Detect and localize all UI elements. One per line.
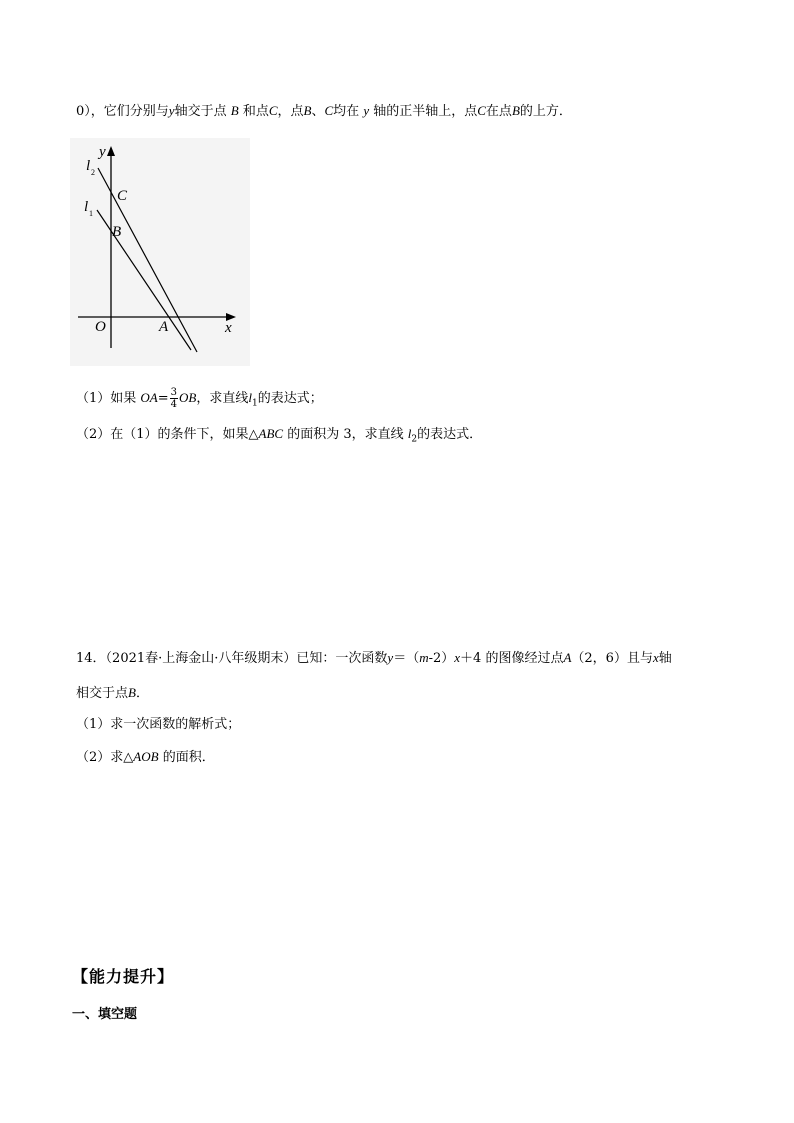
var: B: [128, 685, 136, 700]
origin-label: O: [95, 319, 106, 335]
var: x: [454, 650, 461, 665]
var: AOB: [133, 749, 159, 764]
var: l: [248, 390, 253, 405]
var: l: [407, 426, 412, 441]
text: 轴: [658, 651, 672, 666]
text: 轴的正半轴上，点: [373, 104, 478, 119]
text: -2）: [428, 651, 455, 666]
text: 、: [311, 104, 325, 119]
var: C: [324, 103, 334, 118]
q14-part1: （1）求一次函数的解析式；: [76, 717, 241, 732]
y-axis-label: y: [99, 144, 106, 160]
l2-subscript: 2: [91, 168, 95, 177]
q14-line2: [76, 684, 149, 703]
var: C: [477, 103, 486, 118]
var: A: [563, 650, 572, 665]
var: m: [419, 650, 429, 665]
text: 和点: [242, 104, 269, 119]
q14-part2: [76, 748, 215, 767]
var: OB: [179, 390, 197, 405]
section-title: 【能力提升】: [72, 967, 175, 986]
point-b-label: B: [112, 224, 122, 240]
text: 相交于点: [76, 686, 129, 701]
numerator: 3: [170, 387, 178, 398]
text: ．: [135, 686, 149, 701]
text: ＝（: [393, 651, 420, 666]
text: ＋4 的图像经过点: [460, 651, 564, 666]
var: OA: [140, 390, 158, 405]
var: B: [303, 103, 312, 118]
var: y: [387, 650, 394, 665]
section-subtitle: 一、填空题: [72, 1007, 138, 1022]
q13-intro: [76, 102, 572, 121]
text: 的表达式；: [257, 391, 323, 406]
text: 14．（2021春·上海金山·八年级期末）已知：一次函数: [76, 651, 388, 666]
l1-label: l: [84, 199, 89, 215]
text: （1）如果: [76, 391, 137, 406]
text: （2）求△: [76, 750, 134, 765]
subscript: 1: [252, 398, 258, 409]
subscript: 2: [411, 434, 418, 445]
figure-svg: [70, 138, 250, 366]
text: 均在: [333, 104, 360, 119]
text: 0），它们分别与: [76, 104, 169, 119]
text: 在点: [485, 104, 512, 119]
text: （2）在（1）的条件下，如果△: [76, 427, 259, 442]
fraction: [170, 387, 178, 410]
text: 的面积．: [162, 750, 215, 765]
coordinate-figure: [70, 138, 250, 366]
point-c-label: C: [117, 188, 128, 204]
var: B: [511, 103, 520, 118]
var: y: [363, 103, 370, 118]
point-a-label: A: [159, 319, 169, 335]
var: y: [168, 103, 175, 118]
q13-part1: [76, 387, 323, 413]
var: ABC: [258, 426, 284, 441]
q14-line1: [76, 649, 672, 668]
text: 的面积为 3，求直线: [287, 427, 404, 442]
l2-label: l: [86, 158, 91, 174]
text: （2，6）且与: [571, 651, 653, 666]
var: C: [268, 103, 278, 118]
text: 的上方．: [519, 104, 572, 119]
var: B: [230, 103, 239, 118]
text: ，求直线: [196, 391, 249, 406]
text: =: [157, 391, 169, 406]
text: 轴交于点: [174, 104, 227, 119]
text: 的表达式．: [417, 427, 483, 442]
q13-part2: [76, 425, 482, 449]
text: ，点: [277, 104, 304, 119]
l1-subscript: 1: [89, 209, 93, 218]
x-axis-label: x: [225, 320, 232, 336]
var: x: [652, 650, 659, 665]
denominator: 4: [170, 399, 178, 410]
